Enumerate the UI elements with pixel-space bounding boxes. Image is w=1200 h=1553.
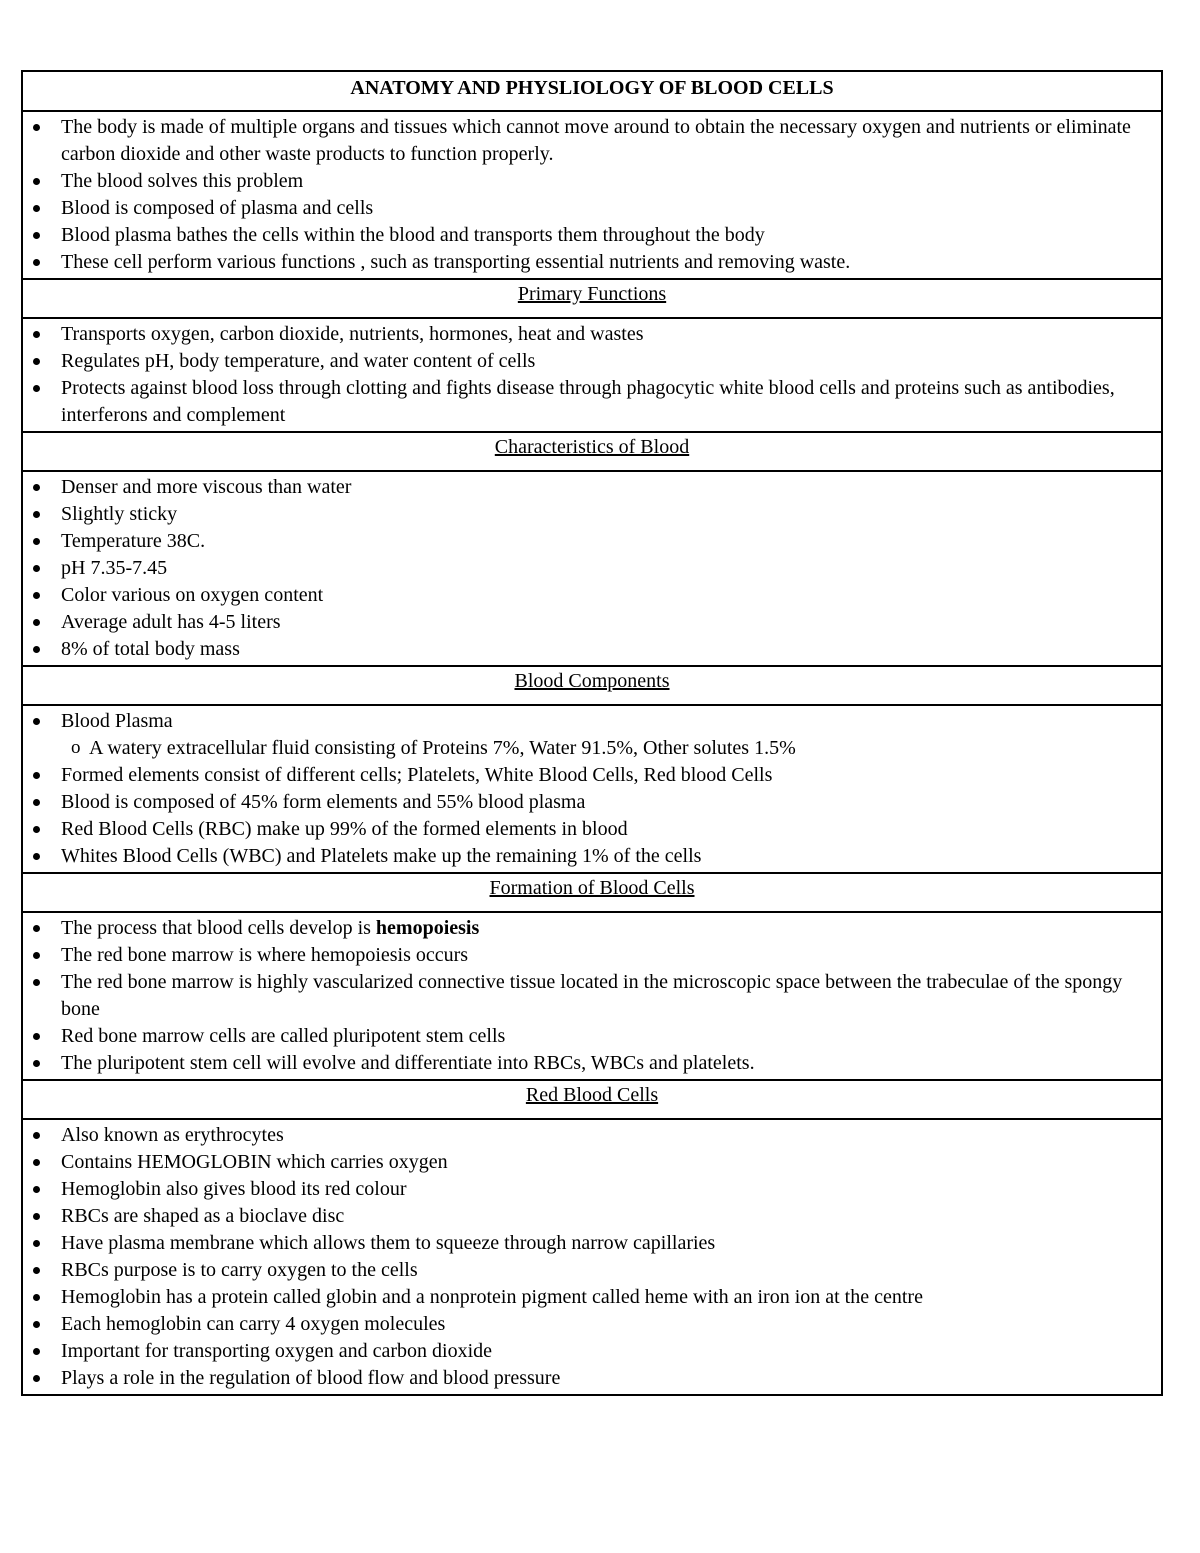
list-item: The red bone marrow is highly vascularized connective tissue located in the microscopic space between the trabeculae of the spongy bone <box>61 969 1161 1023</box>
list-item: Hemoglobin also gives blood its red colour <box>61 1176 1161 1203</box>
sub-list-container <box>61 735 1161 762</box>
list-item: Whites Blood Cells (WBC) and Platelets make up the remaining 1% of the cells <box>61 843 1161 870</box>
list-item: Blood plasma bathes the cells within the blood and transports them throughout the body <box>61 222 1161 249</box>
characteristics-section <box>22 471 1162 666</box>
components-list <box>23 706 1161 872</box>
section-heading: Characteristics of Blood <box>494 436 690 458</box>
characteristics-heading-cell <box>22 432 1162 471</box>
list-item: RBCs are shaped as a bioclave disc <box>61 1203 1161 1230</box>
section-heading: Formation of Blood Cells <box>489 877 695 899</box>
primary-functions-section <box>22 318 1162 432</box>
list-item: RBCs purpose is to carry oxygen to the cells <box>61 1257 1161 1284</box>
section-heading: Primary Functions <box>517 283 667 305</box>
formation-list <box>23 913 1161 1079</box>
rbc-list <box>23 1120 1161 1394</box>
list-item: Transports oxygen, carbon dioxide, nutrients, hormones, heat and wastes <box>61 321 1161 348</box>
list-item <box>61 915 1161 942</box>
list-item: These cell perform various functions , such as transporting essential nutrients and removing waste. <box>61 249 1161 276</box>
formation-section <box>22 912 1162 1080</box>
list-item: Average adult has 4-5 liters <box>61 609 1161 636</box>
list-item: The body is made of multiple organs and tissues which cannot move around to obtain the necessary oxygen and nutrients or eliminate carbon dioxide and other waste products to function properly. <box>61 114 1161 168</box>
formation-heading-cell <box>22 873 1162 912</box>
document-title: ANATOMY AND PHYSLIOLOGY OF BLOOD CELLS <box>22 71 1162 111</box>
primary-functions-heading-cell <box>22 279 1162 318</box>
list-item: Important for transporting oxygen and carbon dioxide <box>61 1338 1161 1365</box>
list-item: Red bone marrow cells are called pluripotent stem cells <box>61 1023 1161 1050</box>
list-item: Blood is composed of 45% form elements and 55% blood plasma <box>61 789 1161 816</box>
list-item: Slightly sticky <box>61 501 1161 528</box>
list-item: Denser and more viscous than water <box>61 474 1161 501</box>
list-item: Formed elements consist of different cells; Platelets, White Blood Cells, Red blood Cells <box>61 762 1161 789</box>
intro-list <box>23 112 1161 278</box>
list-item: pH 7.35-7.45 <box>61 555 1161 582</box>
list-item: Blood is composed of plasma and cells <box>61 195 1161 222</box>
rbc-heading-cell <box>22 1080 1162 1119</box>
list-item: Temperature 38C. <box>61 528 1161 555</box>
list-item-text: The process that blood cells develop is <box>61 917 376 939</box>
section-heading: Red Blood Cells <box>525 1084 659 1106</box>
list-item: Also known as erythrocytes <box>61 1122 1161 1149</box>
bold-term: hemopoiesis <box>375 917 480 939</box>
list-item: Color various on oxygen content <box>61 582 1161 609</box>
list-item: Regulates pH, body temperature, and water content of cells <box>61 348 1161 375</box>
plasma-sub-list <box>61 735 1161 762</box>
list-item: Have plasma membrane which allows them to squeeze through narrow capillaries <box>61 1230 1161 1257</box>
list-item: 8% of total body mass <box>61 636 1161 663</box>
list-item: The red bone marrow is where hemopoiesis occurs <box>61 942 1161 969</box>
list-item: Contains HEMOGLOBIN which carries oxygen <box>61 1149 1161 1176</box>
list-item: The pluripotent stem cell will evolve and differentiate into RBCs, WBCs and platelets. <box>61 1050 1161 1077</box>
list-item: Protects against blood loss through clotting and fights disease through phagocytic white blood cells and proteins such as antibodies, interferons and complement <box>61 375 1161 429</box>
rbc-section <box>22 1119 1162 1395</box>
section-heading: Blood Components <box>514 670 670 692</box>
components-heading-cell <box>22 666 1162 705</box>
characteristics-list <box>23 472 1161 665</box>
list-item: The blood solves this problem <box>61 168 1161 195</box>
sub-list-item: o A watery extracellular fluid consisting of Proteins 7%, Water 91.5%, Other solutes 1.5% <box>89 735 1161 762</box>
components-section <box>22 705 1162 873</box>
document-table <box>21 70 1163 1396</box>
intro-section <box>22 111 1162 279</box>
list-item: Hemoglobin has a protein called globin and a nonprotein pigment called heme with an iron ion at the centre <box>61 1284 1161 1311</box>
list-item: Plays a role in the regulation of blood flow and blood pressure <box>61 1365 1161 1392</box>
list-item: Red Blood Cells (RBC) make up 99% of the formed elements in blood <box>61 816 1161 843</box>
primary-functions-list <box>23 319 1161 431</box>
list-item: Blood Plasma <box>61 708 1161 735</box>
list-item: Each hemoglobin can carry 4 oxygen molecules <box>61 1311 1161 1338</box>
